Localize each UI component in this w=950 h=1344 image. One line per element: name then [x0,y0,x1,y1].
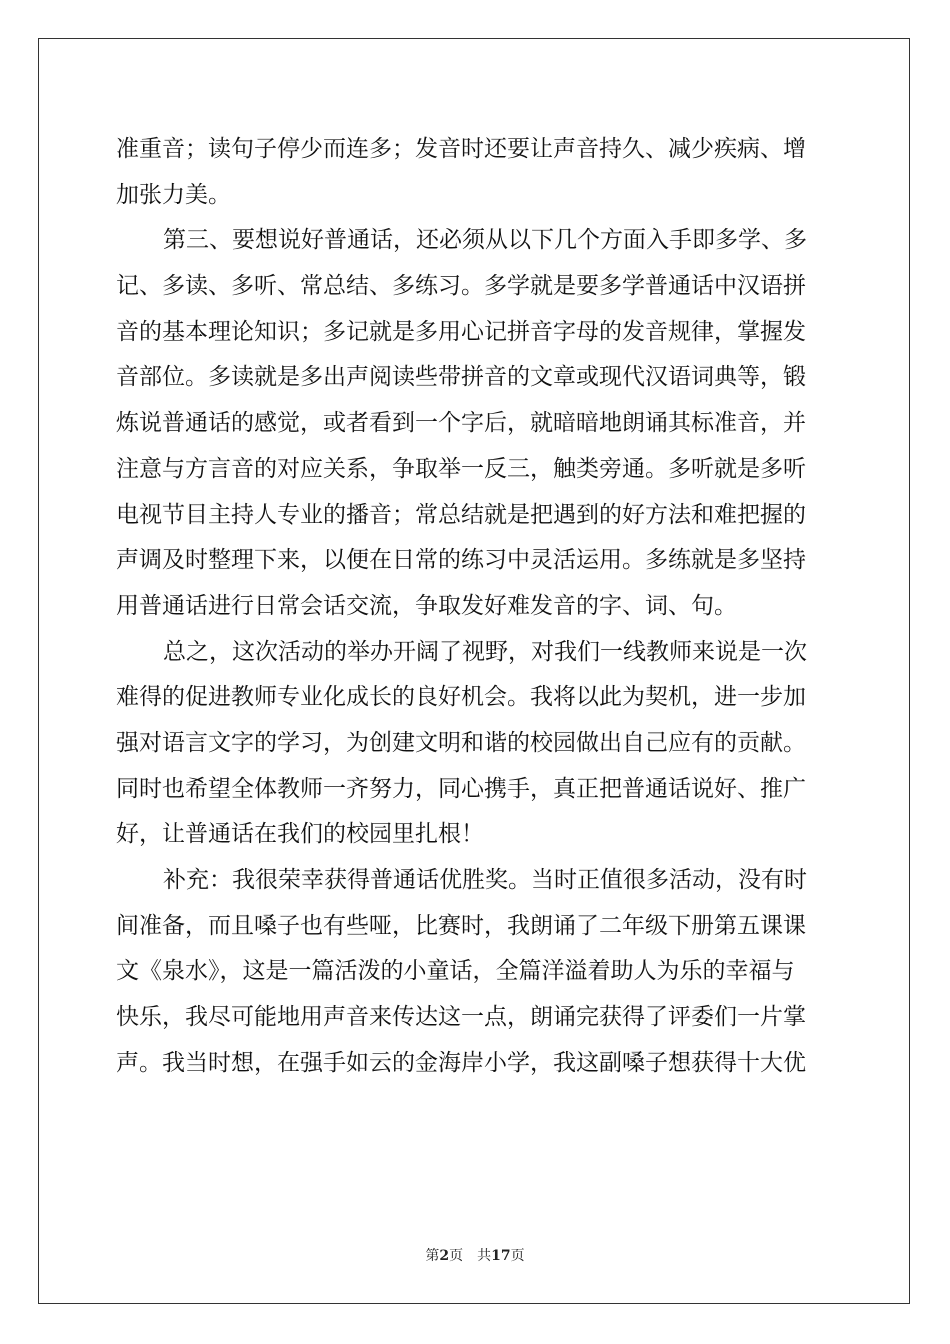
total-suffix: 页 [510,1248,525,1264]
text-line-2: 加张力美。 [116,181,231,208]
text-line-11: 用普通话进行日常会话交流，争取发好难发音的字、词、句。 [116,592,737,619]
text-line-13: 难得的促进教师专业化成长的良好机会。我将以此为契机，进一步加 [116,684,806,711]
text-line-15: 同时也希望全体教师一齐努力，同心携手，真正把普通话说好、推广 [116,775,806,802]
text-line-8: 注意与方言音的对应关系，争取举一反三，触类旁通。多听就是多听 [116,455,806,482]
text-line-4: 记、多读、多听、常总结、多练习。多学就是要多学普通话中汉语拼 [116,273,806,300]
text-line-17: 补充：我很荣幸获得普通话优胜奖。当时正值很多活动，没有时 [163,867,807,893]
text-line-6: 音部位。多读就是多出声阅读些带拼音的文章或现代汉语词典等，锻 [116,364,806,391]
text-line-14: 强对语言文字的学习，为创建文明和谐的校园做出自己应有的贡献。 [116,729,806,756]
document-body [116,127,836,1086]
text-line-12: 总之，这次活动的举办开阔了视野，对我们一线教师来说是一次 [163,638,807,665]
text-line-3: 第三、要想说好普通话，还必须从以下几个方面入手即多学、多 [163,227,807,254]
page-footer [0,1245,950,1265]
text-line-1: 准重音；读句子停少而连多；发音时还要让声音持久、减少疾病、增 [116,136,806,162]
page-suffix: 页 [449,1248,464,1264]
page-number: 2 [439,1248,450,1264]
text-line-19: 文《泉水》，这是一篇活泼的小童话，全篇洋溢着助人为乐的幸福与 [116,958,795,985]
text-line-20: 快乐，我尽可能地用声音来传达这一点，朗诵完获得了评委们一片掌 [116,1004,806,1031]
text-line-5: 音的基本理论知识；多记就是多用心记拼音字母的发音规律，掌握发 [116,318,806,345]
total-prefix: 共 [477,1248,492,1264]
text-line-7: 炼说普通话的感觉，或者看到一个字后，就暗暗地朗诵其标准音，并 [116,410,806,437]
text-line-16: 好，让普通话在我们的校园里扎根！ [116,821,484,848]
text-line-21: 声。我当时想，在强手如云的金海岸小学，我这副嗓子想获得十大优 [116,1049,806,1076]
total-pages: 17 [491,1248,511,1264]
text-line-18: 间准备，而且嗓子也有些哑，比赛时，我朗诵了二年级下册第五课课 [116,912,806,939]
text-line-9: 电视节目主持人专业的播音；常总结就是把遇到的好方法和难把握的 [116,501,806,528]
text-line-10: 声调及时整理下来，以便在日常的练习中灵活运用。多练就是多坚持 [116,547,806,574]
page-prefix: 第 [425,1248,440,1264]
